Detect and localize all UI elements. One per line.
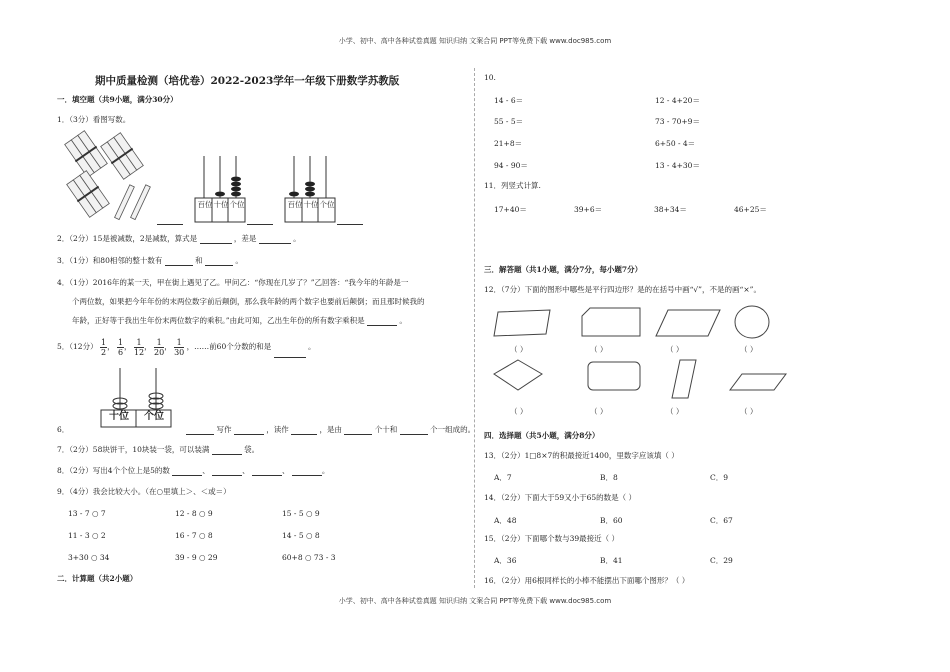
question-6-label: 6． bbox=[57, 425, 70, 434]
fraction: $\frac{1}{2}$ bbox=[100, 337, 107, 357]
pentagon-shape bbox=[582, 308, 640, 336]
question-6 bbox=[57, 425, 475, 435]
question-5: 5．（12分） $\frac{1}{2}$ ， $\frac{1}{6}$ ， $\frac{1}{12}$ ， $\frac{1}{20}$ ， $\frac{1}{30}$ ，……前60个分数的和是 。 bbox=[57, 337, 316, 357]
answer-blank[interactable] bbox=[212, 446, 242, 455]
question-13: 13．（2分）1□8×7的积最接近1400，里数字应该填（ ） bbox=[484, 451, 679, 460]
answer-parentheses[interactable]: （ ） bbox=[740, 407, 758, 416]
answer-blank[interactable] bbox=[157, 216, 183, 225]
abacus-label-ones: 个位 bbox=[229, 200, 245, 209]
answer-parentheses[interactable]: （ ） bbox=[666, 345, 684, 354]
compare-item: 16 - 7 ○ 8 bbox=[175, 531, 213, 540]
abacus-label-tens: 十位 bbox=[109, 411, 129, 422]
vertical-calc-item: 17+40＝ bbox=[494, 205, 527, 214]
question-7-text: 7．（2分）58块饼干，10块装一袋，可以装满 bbox=[57, 445, 210, 454]
parallelogram-shape bbox=[656, 310, 720, 336]
option-a[interactable]: A．36 bbox=[494, 556, 517, 565]
answer-parentheses[interactable]: （ ） bbox=[510, 407, 528, 416]
vertical-calc-item: 39+6＝ bbox=[574, 205, 603, 214]
compare-item: 60+8 ○ 73 - 3 bbox=[282, 553, 336, 562]
question-8-text: 8．（2分）写出4个个位上是5的数 bbox=[57, 466, 170, 475]
question-3-text: 3．（1分）和80相邻的整十数有 bbox=[57, 256, 163, 265]
parallelogram-shape bbox=[730, 374, 786, 390]
answer-blank[interactable] bbox=[274, 349, 306, 358]
calc-item: 73 - 70+9＝ bbox=[655, 117, 700, 126]
calc-item: 14 - 6＝ bbox=[494, 96, 524, 105]
answer-blank[interactable] bbox=[337, 216, 363, 225]
page-title: 期中质量检测（培优卷）2022-2023学年一年级下册数学苏教版 bbox=[95, 75, 400, 87]
compare-item: 39 - 9 ○ 29 bbox=[175, 553, 218, 562]
fraction: $\frac{1}{20}$ bbox=[154, 337, 165, 357]
answer-blank[interactable] bbox=[234, 426, 264, 435]
question-6-text: 写作 bbox=[216, 425, 232, 434]
question-11: 11．列竖式计算. bbox=[484, 181, 541, 190]
answer-blank[interactable] bbox=[165, 257, 193, 266]
question-7-text: 袋。 bbox=[244, 445, 260, 454]
answer-parentheses[interactable]: （ ） bbox=[590, 407, 608, 416]
question-14: 14．（2分）下面大于59又小于65的数是（ ） bbox=[484, 493, 637, 502]
question-5-text: 。 bbox=[308, 342, 316, 351]
parallelogram-shape bbox=[672, 360, 696, 398]
question-6-text: ，是由 bbox=[319, 425, 343, 434]
question-12: 12．（7分）下面的图形中哪些是平行四边形？是的在括号中画“√”，不是的画“×”。 bbox=[484, 285, 761, 294]
calc-item: 6+50 - 4＝ bbox=[655, 139, 696, 148]
calc-item: 94 - 90＝ bbox=[494, 161, 528, 170]
question-3 bbox=[57, 256, 243, 266]
fraction: $\frac{1}{12}$ bbox=[133, 337, 145, 357]
page-header: 小学、初中、高中各种试卷真题 知识归纳 文案合同 PPT等免费下载 www.doc985.com bbox=[338, 37, 612, 45]
question-1: 1．（3分）看图写数。 bbox=[57, 115, 131, 124]
compare-item: 3+30 ○ 34 bbox=[68, 553, 110, 562]
question-3-text: 。 bbox=[235, 256, 243, 265]
question-8: 8．（2分）写出4个个位上是5的数 、 、 、 。 bbox=[57, 466, 330, 475]
answer-blank[interactable] bbox=[247, 216, 273, 225]
answer-blank[interactable] bbox=[400, 426, 428, 435]
compare-item: 14 - 5 ○ 8 bbox=[282, 531, 320, 540]
answer-blank[interactable] bbox=[186, 426, 214, 435]
question-5-label: 5．（12分） bbox=[57, 342, 98, 351]
question-6-text: 个十和 bbox=[374, 425, 398, 434]
vertical-calc-item: 46+25＝ bbox=[734, 205, 767, 214]
answer-blank[interactable] bbox=[367, 317, 397, 326]
question-5-text: ，……前60个分数的和是 bbox=[186, 342, 272, 351]
compare-item: 12 - 8 ○ 9 bbox=[175, 509, 213, 518]
option-c[interactable]: C．67 bbox=[710, 516, 733, 525]
option-a[interactable]: A．48 bbox=[494, 516, 517, 525]
compare-item: 13 - 7 ○ 7 bbox=[68, 509, 106, 518]
column-divider bbox=[474, 68, 475, 588]
section-calculation-heading: 二．计算题（共2小题） bbox=[57, 574, 138, 583]
answer-blank[interactable] bbox=[200, 235, 232, 244]
question-4-text: 年龄，正好等于我出生年份末两位数字的乘积。”由此可知，乙出生年份的所有数字乘积是 bbox=[72, 316, 365, 325]
question-4-line-2: 个两位数，如果把今年年份的末两位数字前后颠倒，那么我年龄的两个数字也要前后颠倒；而且那时候我的 bbox=[72, 297, 425, 306]
option-c[interactable]: C．29 bbox=[710, 556, 733, 565]
abacus-label-tens: 十位 bbox=[303, 200, 319, 209]
compare-item: 15 - 5 ○ 9 bbox=[282, 509, 320, 518]
question-4-line-1: 4．（1分）2016年的某一天，甲在街上遇见了乙。甲问乙：“你现在几岁了？”乙回答：“我今年的年龄是一 bbox=[57, 278, 409, 287]
answer-blank[interactable] bbox=[344, 426, 372, 435]
question-2-text: ，差是 bbox=[233, 234, 257, 243]
question-6-text: 个一组成的。 bbox=[430, 425, 476, 434]
rhombus-shape bbox=[494, 360, 542, 390]
question-6-text: ，读作 bbox=[266, 425, 289, 434]
option-b[interactable]: B．41 bbox=[600, 556, 623, 565]
section-fill-in-heading: 一．填空题（共9小题，满分30分） bbox=[57, 95, 178, 104]
answer-parentheses[interactable]: （ ） bbox=[666, 407, 684, 416]
option-c[interactable]: C．9 bbox=[710, 473, 729, 482]
quadrilateral-shape bbox=[494, 310, 550, 336]
abacus-image bbox=[280, 152, 336, 224]
option-b[interactable]: B．60 bbox=[600, 516, 623, 525]
answer-blank[interactable] bbox=[172, 467, 202, 476]
question-16: 16．（2分）用6根同样长的小棒不能摆出下面哪个图形？（ ） bbox=[484, 576, 690, 585]
answer-blank[interactable] bbox=[205, 257, 233, 266]
calc-item: 12 - 4+20＝ bbox=[655, 96, 700, 105]
rounded-rectangle-shape bbox=[588, 362, 640, 390]
compare-item: 11 - 3 ○ 2 bbox=[68, 531, 106, 540]
question-3-text: 和 bbox=[195, 256, 203, 265]
vertical-calc-item: 38+34＝ bbox=[654, 205, 687, 214]
question-10: 10. bbox=[484, 73, 496, 82]
calc-item: 21+8＝ bbox=[494, 139, 523, 148]
stick-bundles-image bbox=[70, 132, 160, 224]
question-2-text: 。 bbox=[293, 234, 301, 243]
abacus-label-tens: 十位 bbox=[213, 200, 229, 209]
calc-item: 55 - 5＝ bbox=[494, 117, 524, 126]
abacus-label-ones: 个位 bbox=[144, 411, 164, 422]
answer-parentheses[interactable]: （ ） bbox=[510, 345, 528, 354]
question-4-text: 。 bbox=[399, 316, 407, 325]
abacus-label-hundreds: 百位 bbox=[287, 200, 303, 209]
answer-parentheses[interactable]: （ ） bbox=[590, 345, 608, 354]
abacus-image bbox=[190, 152, 246, 224]
fraction: $\frac{1}{30}$ bbox=[174, 337, 185, 357]
option-a[interactable]: A．7 bbox=[494, 473, 512, 482]
answer-blank[interactable] bbox=[291, 426, 317, 435]
calc-item: 13 - 4+30＝ bbox=[655, 161, 700, 170]
fraction: $\frac{1}{6}$ bbox=[117, 337, 124, 357]
answer-blank[interactable] bbox=[212, 467, 242, 476]
answer-parentheses[interactable]: （ ） bbox=[740, 345, 758, 354]
question-7 bbox=[57, 445, 259, 455]
abacus-label-hundreds: 百位 bbox=[197, 200, 213, 209]
question-4-line-3 bbox=[72, 316, 407, 326]
abacus-label-ones: 个位 bbox=[319, 200, 335, 209]
answer-blank[interactable] bbox=[252, 467, 282, 476]
answer-blank[interactable] bbox=[259, 235, 291, 244]
circle-shape bbox=[735, 306, 769, 338]
section-choice-heading: 四．选择题（共5小题，满分8分） bbox=[484, 431, 600, 440]
option-b[interactable]: B．8 bbox=[600, 473, 618, 482]
answer-blank[interactable] bbox=[292, 467, 322, 476]
question-9: 9．（4分）我会比较大小。（在○里填上＞、＜或＝） bbox=[57, 487, 231, 496]
question-2-text: 2．（2分）15是被减数，2是减数，算式是 bbox=[57, 234, 198, 243]
section-answer-heading: 三．解答题（共1小题，满分7分，每小题7分） bbox=[484, 265, 643, 274]
page-footer: 小学、初中、高中各种试卷真题 知识归纳 文案合同 PPT等免费下载 www.doc985.com bbox=[338, 597, 612, 605]
question-2 bbox=[57, 234, 301, 244]
question-15: 15．（2分）下面哪个数与39最接近（ ） bbox=[484, 534, 619, 543]
